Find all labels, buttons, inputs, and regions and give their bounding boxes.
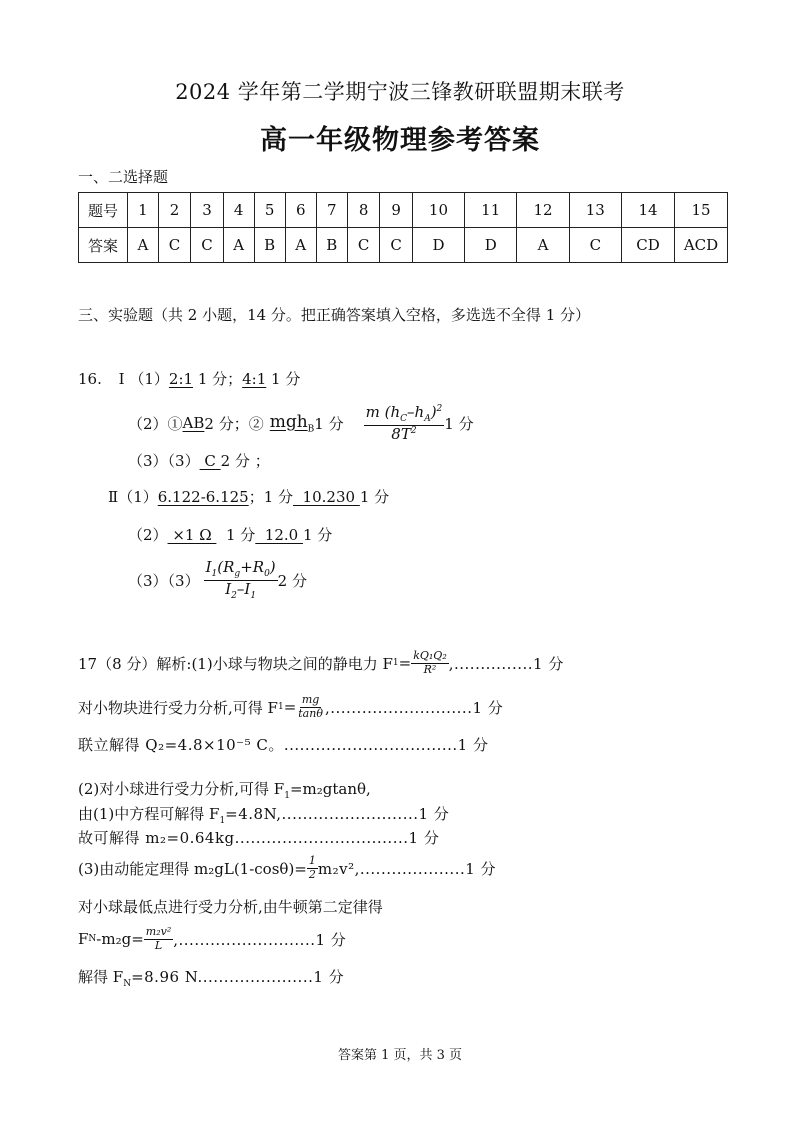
- q16-l2-frac-den-sup: 2: [410, 425, 417, 436]
- exam-title: 2024 学年第二学期宁波三锋教研联盟期末联考: [175, 80, 625, 104]
- q17-l5-text: 由(1)中方程可解得 F: [78, 805, 220, 823]
- q16-l1-label: （1）: [129, 370, 169, 388]
- question-number-cell: 2: [158, 193, 190, 228]
- q16-l2-answer-a: AB: [182, 414, 205, 432]
- question-number-cell: 8: [347, 193, 379, 228]
- answer-cell: A: [285, 228, 316, 263]
- question-number-cell: 10: [412, 193, 464, 228]
- q17-l2-fraction: [296, 694, 325, 719]
- q17-l1-eq: =: [398, 654, 412, 672]
- q16-l4-answer-a: 6.122-6.125: [157, 488, 249, 506]
- q16-l6-score: 2 分: [277, 571, 307, 590]
- answer-table: [78, 192, 728, 263]
- q16-line-5: [128, 524, 332, 545]
- q16-l2-frac-sup: 2: [436, 403, 443, 414]
- q16-l2-frac-num-sub2: A: [424, 413, 431, 424]
- q16-line-3: [128, 450, 270, 471]
- q17-line-6: 故可解得 m₂=0.64kg.................................1 分: [78, 829, 440, 847]
- q16-l2-label: （2）①: [128, 414, 183, 433]
- q17-l5-score: =4.8N,..........................1 分: [225, 805, 450, 823]
- q16-line-6: [128, 556, 307, 604]
- answer-cell: C: [347, 228, 379, 263]
- answer-cell: D: [412, 228, 464, 263]
- question-number-cell: 9: [380, 193, 412, 228]
- q16-l2-frac-num-mid: –h: [407, 402, 425, 421]
- answer-cell: C: [380, 228, 412, 263]
- q17-l9-score: ,..........................1 分: [173, 930, 347, 949]
- answer-cell: B: [254, 228, 285, 263]
- question-number-cell: 4: [223, 193, 254, 228]
- answer-cell: B: [316, 228, 347, 263]
- q17-l9-text: -m₂g=: [96, 930, 144, 948]
- q16-part-2: Ⅱ: [108, 488, 119, 506]
- answer-cell: C: [191, 228, 223, 263]
- q16-l2-frac-num-sub1: C: [400, 413, 408, 424]
- q16-l3-score: 2 分 ；: [220, 452, 270, 470]
- question-number-cell: 14: [622, 193, 675, 228]
- q16-l4-answer-b: 10.230: [293, 488, 360, 506]
- table-row-numbers: [79, 193, 728, 228]
- q16-l3-answer: C: [199, 452, 221, 470]
- q17-l10-text: 解得 F: [78, 968, 124, 986]
- q16-l5-answer-b: 12.0: [255, 526, 303, 544]
- q16-l6-num-sub2: g: [234, 568, 241, 579]
- q16-l1-answer-b: 4:1: [242, 370, 267, 388]
- q16-l2-frac-num-a: m (h: [365, 402, 401, 421]
- question-number-cell: 13: [569, 193, 621, 228]
- answer-cell: D: [465, 228, 517, 263]
- q17-l9-frac-den: L: [154, 938, 163, 952]
- q16-l6-num-end: ): [269, 557, 276, 576]
- q16-l6-num-sub3: 0: [264, 568, 270, 579]
- q16-l6-num-i: I: [205, 557, 212, 576]
- q17-l9-fraction: [144, 926, 173, 951]
- answer-cell: A: [223, 228, 254, 263]
- q17-l7-fraction: [307, 855, 318, 880]
- question-number-cell: 11: [465, 193, 517, 228]
- q17-l1-fraction: [411, 650, 449, 675]
- section-heading-choice: 一、二选择题: [78, 168, 169, 186]
- q16-line-1: [78, 368, 300, 389]
- q17-l2-score: ,...........................1 分: [324, 698, 504, 717]
- section-heading-experiment: 三、实验题（共 2 小题，14 分。把正确答案填入空格，多选选不全得 1 分）: [78, 306, 591, 324]
- q17-l4-sub: 1: [284, 791, 290, 801]
- question-number-cell: 7: [316, 193, 347, 228]
- q17-l4-eq: =m₂gtanθ,: [289, 780, 371, 798]
- q16-l1-score-b: 1 分: [266, 370, 301, 388]
- q16-l6-fraction: [204, 559, 278, 602]
- q16-part-1: Ⅰ: [118, 370, 125, 388]
- question-number-cell: 3: [191, 193, 223, 228]
- q17-l5-sub: 1: [219, 816, 226, 826]
- q16-l6-num-r2: +R: [240, 557, 265, 576]
- q16-l2-frac-num-end: ): [430, 402, 437, 421]
- page-footer: 答案第 1 页，共 3 页: [337, 1048, 463, 1063]
- page-title: 高一年级物理参考答案: [260, 125, 540, 156]
- q16-l2-frac-den-a: 8T: [391, 424, 411, 443]
- q16-l2-answer-b: [270, 412, 315, 434]
- q16-l2-frac-num: [364, 404, 445, 426]
- answer-cell: A: [517, 228, 569, 263]
- q17-l10-score: =8.96 N......................1 分: [131, 968, 345, 986]
- q17-l4-text: (2)对小球进行受力分析,可得 F: [78, 780, 285, 798]
- q16-line-4: [108, 486, 389, 507]
- q16-l5-answer-a: ×1 Ω: [167, 526, 217, 544]
- q16-l6-den-mid: –I: [236, 579, 251, 598]
- q17-l7-score: m₂v²,....................1 分: [317, 859, 497, 878]
- row-label-number: 题号: [79, 193, 128, 228]
- answer-cell: C: [569, 228, 621, 263]
- q17-l2-frac-den: tanθ: [298, 706, 323, 720]
- q16-l2-score-c: 1 分: [444, 414, 474, 433]
- q17-l2-sub: 1: [277, 702, 284, 712]
- q17-l7-frac-num: 1: [308, 854, 316, 868]
- q16-l6-den-sub2: 1: [250, 590, 257, 601]
- q16-l6-num-r: (R: [217, 557, 235, 576]
- q17-l9-sub: N: [88, 934, 97, 944]
- q16-l6-num-sub1: 1: [211, 568, 218, 579]
- question-number-cell: 6: [285, 193, 316, 228]
- q16-l2-mgh: mgh: [269, 411, 308, 432]
- q16-l2-frac-den: [389, 426, 418, 443]
- q17-line-1: [78, 648, 564, 678]
- q17-l10-sub: N: [123, 979, 132, 989]
- q16-l4-score-a: ；1 分: [248, 488, 294, 506]
- q16-l4-score-b: 1 分: [359, 488, 390, 506]
- q17-line-9: [78, 922, 346, 956]
- q16-number: 16.: [78, 370, 102, 388]
- q17-l9-frac-num: m₂v²: [145, 925, 172, 939]
- q16-l2-mgh-sub: B: [307, 424, 315, 435]
- q16-l5-score-b: 1 分: [302, 526, 333, 544]
- q17-line-8: 对小球最低点进行受力分析,由牛顿第二定律得: [78, 898, 383, 916]
- question-number-cell: 5: [254, 193, 285, 228]
- q16-line-2: [128, 400, 474, 446]
- q16-l1-score-a: 1 分；: [193, 370, 243, 388]
- answer-cell: A: [128, 228, 159, 263]
- q17-l7-text: (3)由动能定理得 m₂gL(1-cosθ)=: [78, 859, 307, 878]
- q17-l1-frac-den: R²: [423, 662, 437, 676]
- row-label-answer: 答案: [79, 228, 128, 263]
- q16-l4-label: （1）: [118, 488, 158, 506]
- q17-l2-eq: =: [283, 698, 297, 716]
- answer-cell: ACD: [675, 228, 728, 263]
- table-row-answers: [79, 228, 728, 263]
- question-number-cell: 15: [675, 193, 728, 228]
- q17-l1-score: ,...............1 分: [448, 654, 564, 673]
- answer-cell: CD: [622, 228, 675, 263]
- q16-l3-label: （3）（3）: [128, 452, 200, 470]
- q16-l6-frac-den: [223, 581, 258, 602]
- q16-l6-frac-num: [204, 559, 278, 581]
- q17-line-7: [78, 852, 496, 884]
- q17-line-10: [78, 966, 344, 989]
- q17-l1-frac-num: kQ₁Q₂: [413, 649, 447, 663]
- q17-line-4: [78, 778, 371, 801]
- question-number-cell: 1: [128, 193, 159, 228]
- q17-l1-sub: 1: [392, 658, 399, 668]
- q16-l6-label: （3）（3）: [128, 571, 200, 590]
- q16-l2-score-b: 1 分: [314, 414, 344, 433]
- q17-line-2: [78, 692, 503, 722]
- q17-l7-frac-den: 2: [308, 867, 316, 881]
- q17-line-5: [78, 803, 449, 826]
- q16-l6-den-i: I: [225, 579, 232, 598]
- q16-l2-score-a: 2 分；②: [204, 414, 264, 433]
- q17-l2-text: 对小物块进行受力分析,可得 F: [78, 698, 278, 717]
- q16-l1-answer-a: 2:1: [168, 370, 194, 388]
- q17-line-3: 联立解得 Q₂=4.8×10⁻⁵ C。.................................1 分: [78, 736, 489, 754]
- q17-l2-frac-num: mg: [301, 693, 320, 707]
- answer-cell: C: [158, 228, 190, 263]
- q16-l6-den-sub1: 2: [231, 590, 237, 601]
- q17-l9-f: F: [78, 930, 89, 948]
- question-number-cell: 12: [517, 193, 569, 228]
- q17-l1-text: 17（8 分）解析:(1)小球与物块之间的静电力 F: [78, 654, 393, 673]
- q16-l2-fraction: [364, 404, 445, 442]
- q16-l5-label: （2）: [128, 526, 168, 544]
- q16-l5-score-a: 1 分: [216, 526, 256, 544]
